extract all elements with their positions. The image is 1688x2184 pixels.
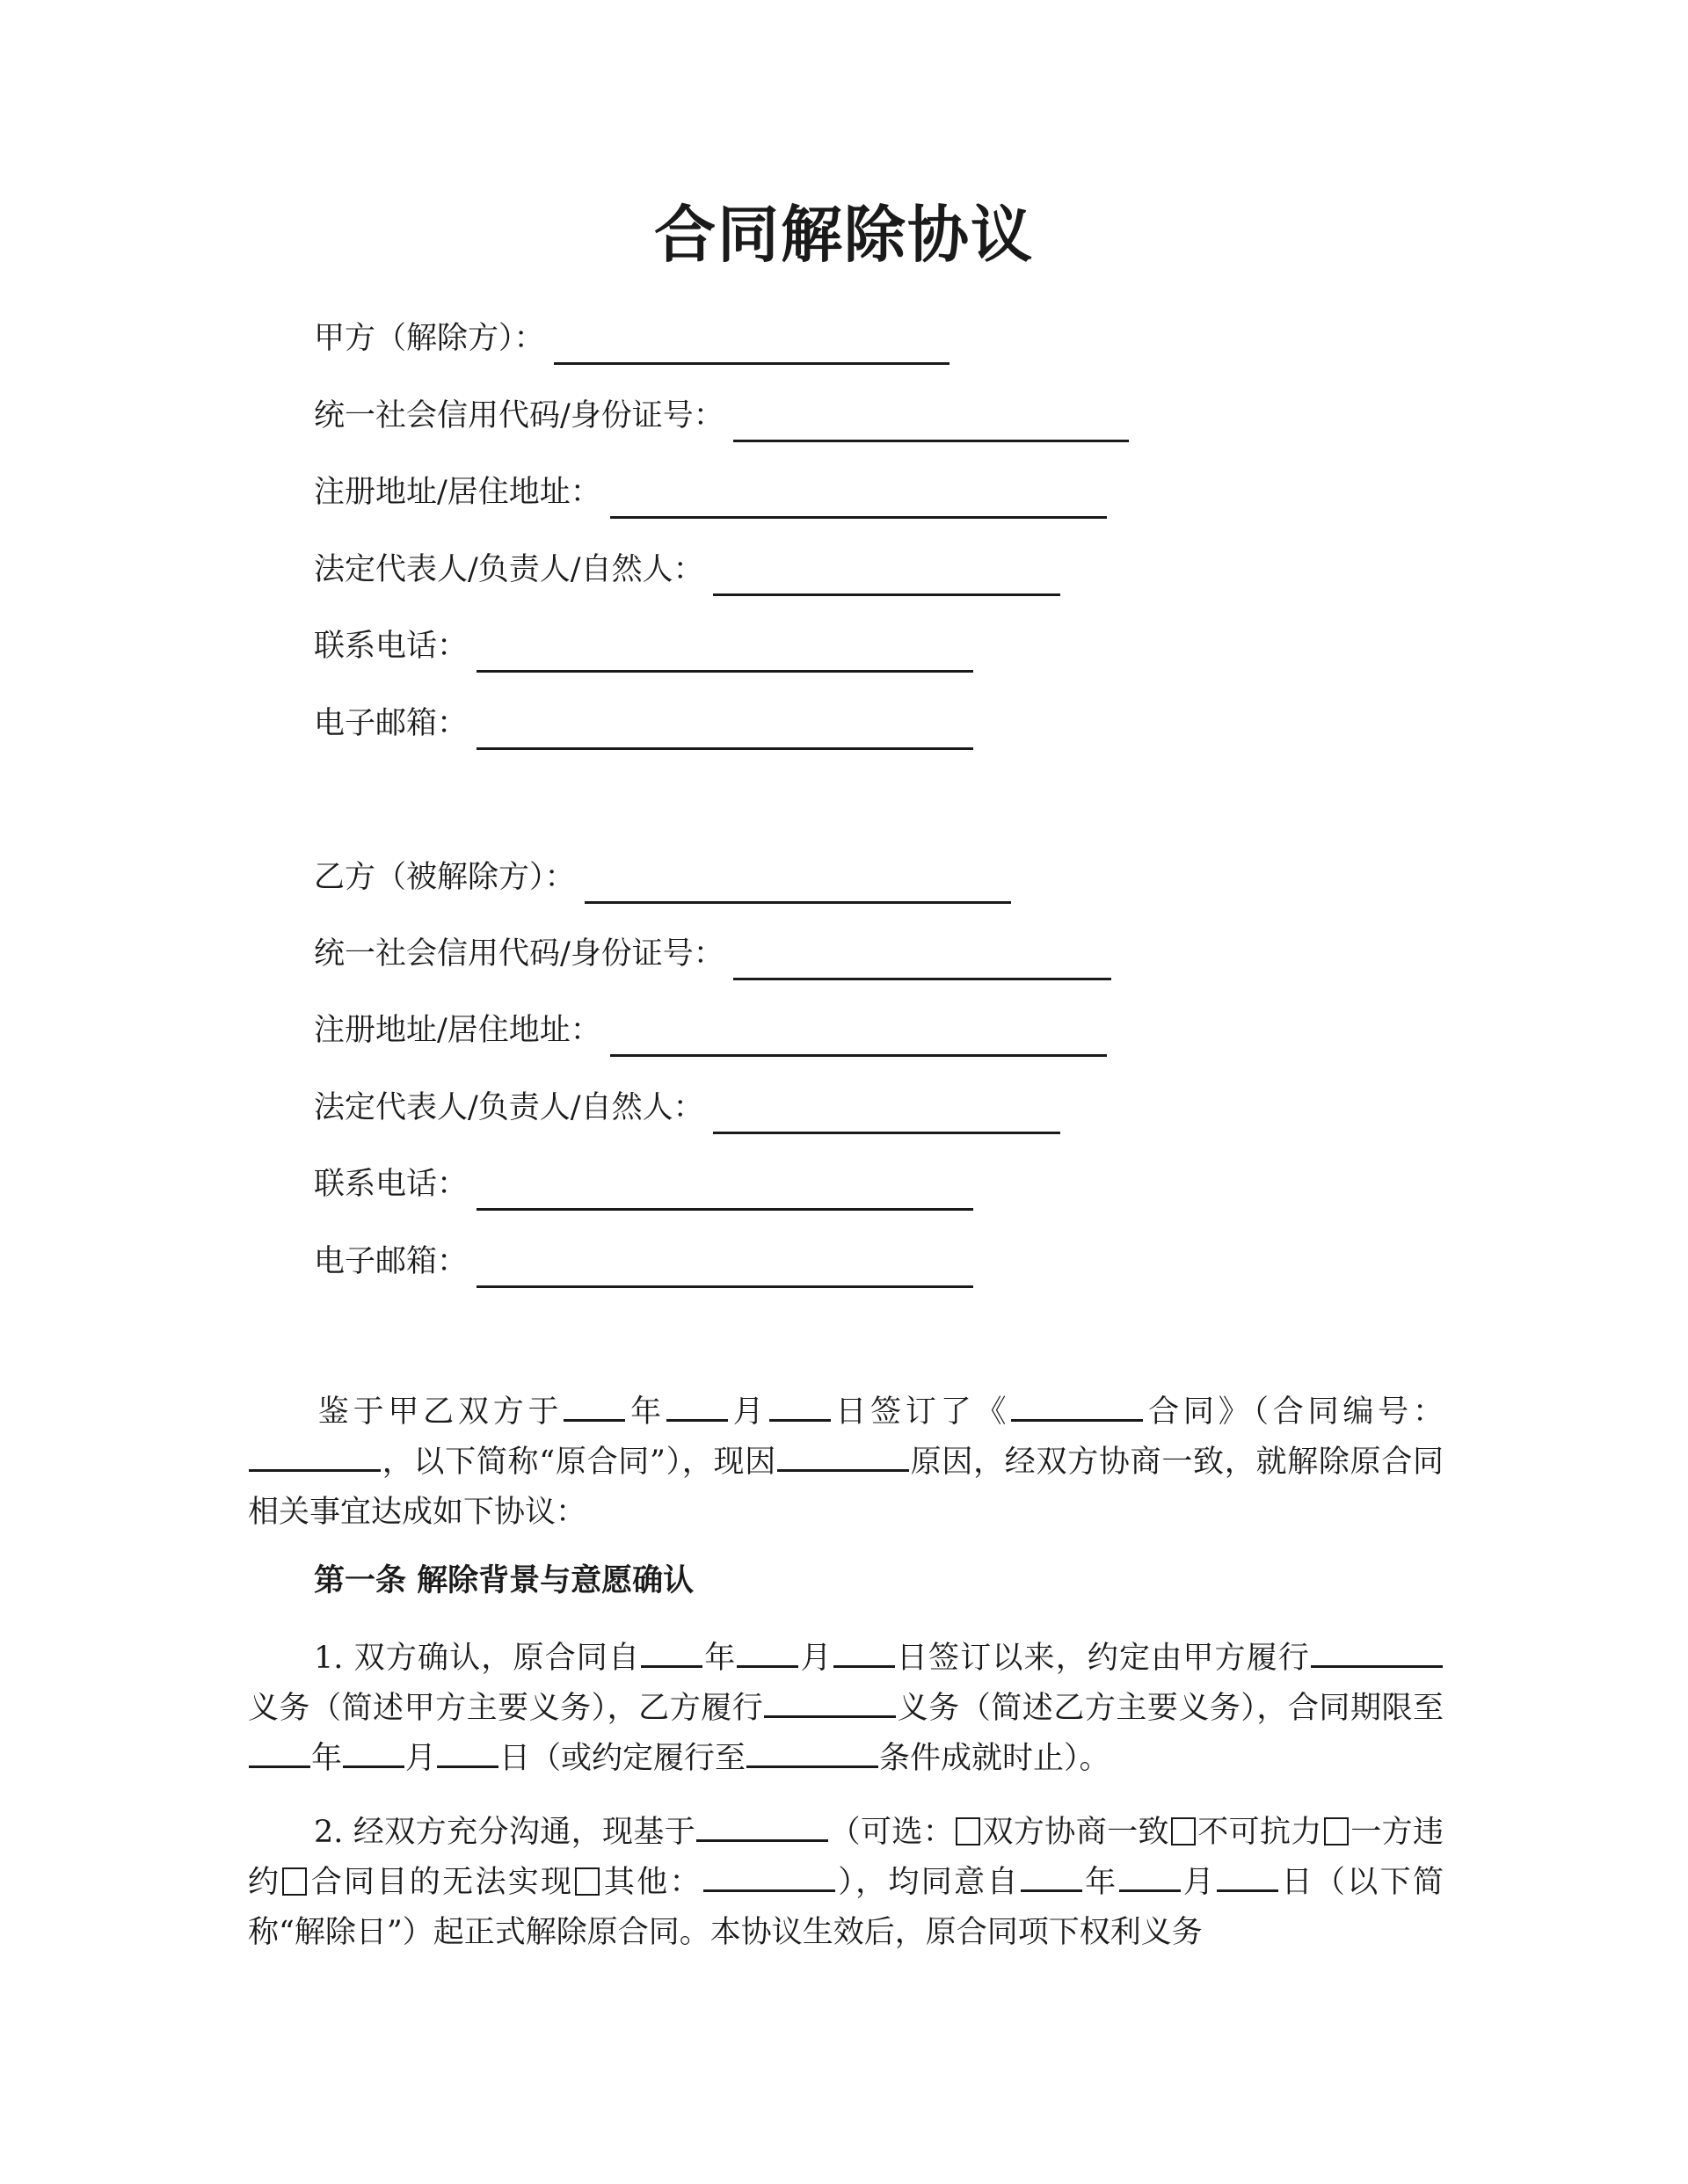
party-a-phone-blank[interactable] [477,633,973,673]
basis-blank[interactable] [696,1809,828,1842]
term-year-label: 年 [311,1741,343,1776]
year-label: 年 [626,1394,666,1430]
party-a-email-blank[interactable] [477,710,973,750]
party-a-address-label: 注册地址/居住地址： [314,475,601,510]
contract-name-blank[interactable] [1011,1389,1143,1422]
article-1-item-2 [248,1808,1444,1958]
item-1-day-label: 日签订以来，约定由甲方履行 [895,1641,1310,1676]
party-b-name-field[interactable] [314,851,1011,904]
option-4-checkbox[interactable] [282,1867,307,1896]
preamble-text: 鉴于甲乙双方于 [314,1394,564,1430]
party-a-name-label: 甲方（解除方）： [314,321,545,356]
party-a-email-label: 电子邮箱： [314,706,469,741]
termination-month-blank[interactable] [1119,1860,1181,1892]
party-b-rep-blank[interactable] [713,1095,1060,1134]
day-label: 日签订了《 [831,1394,1011,1430]
preamble-paragraph [248,1387,1444,1538]
preamble-text-2: ，以下简称“原合同”），现因 [382,1445,776,1480]
document-title: 合同解除协议 [654,199,1034,271]
option-4-label: 合同目的无法实现 [309,1865,574,1900]
article-1-heading: 第一条 解除背景与意愿确认 [314,1563,695,1598]
option-1-label: 双方协商一致 [982,1815,1169,1850]
party-a-name-field[interactable] [314,312,950,365]
month-label: 月 [728,1394,768,1430]
condition-blank[interactable] [746,1736,878,1768]
party-a-id-field[interactable] [314,389,1129,442]
item-1-text-d: 条件成就时止）。 [879,1741,1110,1776]
item-2-text-c: ），均同意自 [835,1865,1020,1900]
term-month-label: 月 [405,1741,437,1776]
party-b-rep-field[interactable] [314,1081,1060,1134]
party-b-email-field[interactable] [314,1235,973,1288]
item-1-year-blank[interactable] [641,1635,702,1668]
term-day-label: 日（或约定履行至 [499,1741,746,1776]
contract-number-blank[interactable] [249,1439,381,1472]
option-5-label: 其他： [601,1865,702,1900]
day-blank[interactable] [769,1389,831,1422]
item-1-month-label: 月 [799,1641,833,1676]
other-reason-blank[interactable] [703,1860,835,1892]
party-a-rep-field[interactable] [314,543,1060,596]
option-2-checkbox[interactable] [1171,1817,1196,1845]
termination-day-blank[interactable] [1217,1860,1278,1892]
item-1-text: 1. 双方确认，原合同自 [314,1641,641,1676]
contract-label: 合同》（合同编号： [1144,1394,1444,1430]
party-b-address-blank[interactable] [610,1017,1107,1057]
party-b-rep-label: 法定代表人/负责人/自然人： [314,1090,704,1125]
option-3-checkbox[interactable] [1324,1817,1349,1845]
term-year-blank[interactable] [249,1736,310,1768]
month-blank[interactable] [666,1389,728,1422]
termination-year-label: 年 [1082,1865,1118,1900]
option-1-checkbox[interactable] [956,1817,980,1845]
item-1-day-blank[interactable] [833,1635,895,1668]
option-3-label: 一方违约 [248,1815,1444,1900]
party-a-email-field[interactable] [314,697,973,750]
party-b-phone-field[interactable] [314,1158,973,1211]
party-a-address-blank[interactable] [610,479,1107,519]
item-2-text-b: （可选： [829,1815,955,1850]
preamble-text-3: 原因，经双方协商一致，就解除原合同相关事宜达成如下协议： [248,1445,1444,1530]
party-a-duty-blank[interactable] [1311,1635,1443,1668]
party-b-name-blank[interactable] [585,864,1011,904]
item-1-month-blank[interactable] [737,1635,798,1668]
item-1-year-label: 年 [703,1641,737,1676]
term-day-blank[interactable] [437,1736,498,1768]
party-a-rep-label: 法定代表人/负责人/自然人： [314,552,704,587]
party-b-email-blank[interactable] [477,1249,973,1288]
party-b-phone-label: 联系电话： [314,1167,469,1202]
party-b-email-label: 电子邮箱： [314,1244,469,1279]
party-b-duty-blank[interactable] [764,1685,896,1718]
year-blank[interactable] [564,1389,625,1422]
party-b-id-label: 统一社会信用代码/身份证号： [314,936,724,972]
party-a-rep-blank[interactable] [713,557,1060,596]
termination-year-blank[interactable] [1021,1860,1082,1892]
party-a-address-field[interactable] [314,466,1107,519]
party-b-name-label: 乙方（被解除方）： [314,860,576,895]
reason-blank[interactable] [777,1439,909,1472]
party-b-phone-blank[interactable] [477,1171,973,1211]
article-1-item-1 [248,1634,1444,1784]
term-month-blank[interactable] [343,1736,404,1768]
item-1-text-b: 义务（简述甲方主要义务），乙方履行 [248,1691,764,1726]
item-1-text-c: 义务（简述乙方主要义务），合同期限至 [897,1691,1444,1726]
party-b-address-label: 注册地址/居住地址： [314,1013,601,1048]
option-2-label: 不可抗力 [1197,1815,1322,1850]
option-5-checkbox[interactable] [575,1867,600,1896]
item-2-text: 2. 经双方充分沟通，现基于 [314,1815,696,1850]
party-b-address-field[interactable] [314,1004,1107,1057]
termination-day-label: 日（以下简称“解除日”）起正式解除原合同。本协议生效后，原合同项下权利义务 [248,1865,1444,1950]
party-b-id-field[interactable] [314,928,1111,980]
party-a-name-blank[interactable] [554,325,950,365]
party-a-phone-label: 联系电话： [314,629,469,664]
party-a-phone-field[interactable] [314,620,973,673]
party-b-id-blank[interactable] [733,941,1111,980]
party-a-id-label: 统一社会信用代码/身份证号： [314,398,724,433]
party-a-id-blank[interactable] [733,403,1129,442]
termination-month-label: 月 [1181,1865,1217,1900]
